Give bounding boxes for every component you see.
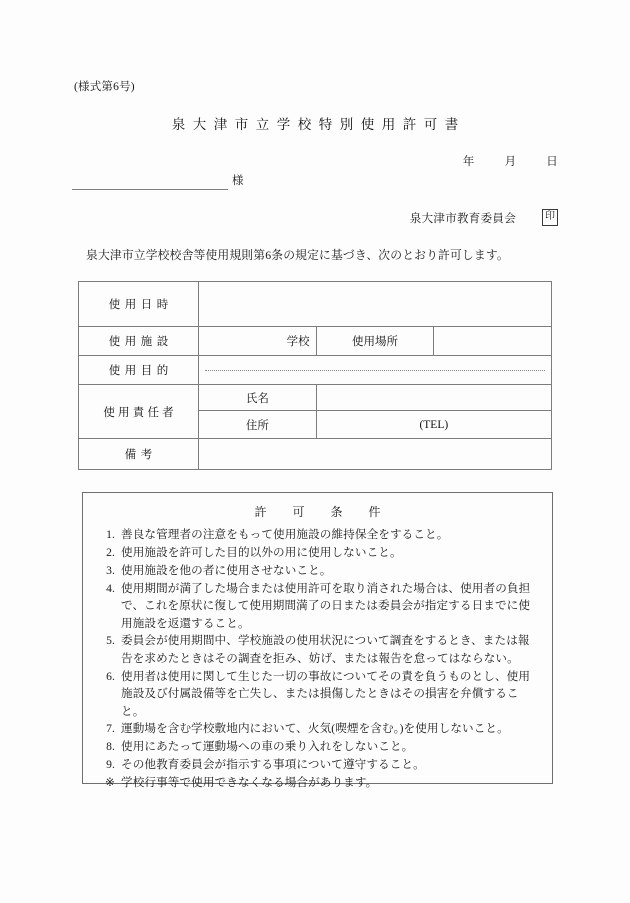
list-item (97, 756, 538, 773)
date-line (463, 153, 558, 169)
condition-text: 運動場を含む学校敷地内において、火気(喫煙を含む。)を使用しないこと。 (121, 722, 509, 736)
condition-number: 6. (106, 669, 115, 683)
condition-text: 使用者は使用に関して生じた一切の事故についてその責を負うものとし、使用施設及び付属設備等を亡失し、または損傷したときはその損害を弁償すること。 (121, 669, 531, 718)
label-responsible-address: 住所 (199, 411, 317, 439)
intro-paragraph: 泉大津市立学校校舎等使用規則第6条の規定に基づき、次のとおり許可します。 (86, 248, 509, 262)
list-item (97, 562, 538, 579)
label-remarks: 備考 (79, 439, 199, 470)
value-usage-datetime[interactable] (199, 282, 552, 327)
condition-text: 使用施設を許可した目的以外の用に使用しないこと。 (121, 545, 402, 559)
table-row-datetime (79, 282, 552, 327)
condition-text: 使用にあたって運動場への車の乗り入れをしないこと。 (121, 740, 414, 754)
label-usage-facility: 使用施設 (79, 327, 199, 356)
condition-text: 使用施設を他の者に使用させないこと。 (121, 563, 332, 577)
label-usage-purpose: 使用目的 (79, 356, 199, 385)
addressee-suffix: 様 (232, 175, 244, 187)
condition-number: 7. (106, 722, 115, 736)
issuer-name: 泉大津市教育委員会 (409, 212, 516, 225)
conditions-list (97, 526, 538, 792)
table-row-facility (79, 327, 552, 356)
label-usage-datetime: 使用日時 (79, 282, 199, 327)
table-row-responsible-name (79, 385, 552, 411)
permission-conditions-box (82, 492, 553, 790)
table-row-purpose (79, 356, 552, 385)
label-usage-place: 使用場所 (316, 327, 434, 356)
condition-text: 善良な管理者の注意をもって使用施設の維持保全をすること。 (121, 528, 449, 541)
date-month-label: 月 (504, 156, 517, 168)
condition-text: その他教育委員会が指示する事項について遵守すること。 (121, 758, 425, 772)
list-item (97, 632, 538, 667)
condition-number: 1. (106, 528, 115, 541)
condition-number: 5. (106, 634, 115, 648)
issuer-block (410, 209, 558, 226)
label-responsible-name: 氏名 (199, 385, 317, 411)
page-title: 泉大津市立学校特別使用許可書 (171, 117, 466, 132)
note-text: 学校行事等で使用できなくなる場合があります。 (121, 776, 378, 790)
value-responsible-address-tel[interactable]: (TEL) (316, 411, 551, 439)
form-number: (様式第6号) (74, 81, 135, 93)
condition-number: 4. (106, 581, 115, 595)
value-facility-school[interactable]: 学校 (199, 327, 317, 356)
condition-number: 9. (106, 758, 115, 772)
purpose-dotted-line (205, 369, 545, 371)
label-responsible-person: 使用責任者 (79, 385, 199, 439)
list-item (97, 526, 538, 543)
usage-details-table (78, 281, 552, 470)
list-item (97, 668, 538, 720)
note-marker: ※ (105, 776, 115, 790)
list-item (97, 544, 538, 561)
seal-stamp-box: 印 (542, 209, 558, 226)
addressee-rule (72, 189, 228, 190)
value-usage-place[interactable] (434, 327, 552, 356)
list-item-note (97, 774, 538, 791)
list-item (97, 738, 538, 755)
condition-text: 委員会が使用期間中、学校施設の使用状況について調査をするとき、または報告を求めたときはその調査を拒み、妨げ、または報告を怠ってはならない。 (121, 634, 530, 665)
condition-number: 8. (106, 740, 115, 754)
value-remarks[interactable] (199, 439, 552, 470)
condition-number: 2. (106, 545, 115, 559)
value-responsible-name[interactable] (316, 385, 551, 411)
list-item (97, 720, 538, 737)
conditions-title: 許可条件 (254, 505, 407, 519)
date-day-label: 日 (546, 156, 558, 168)
date-year-label: 年 (462, 156, 475, 168)
list-item (97, 580, 538, 632)
condition-text: 使用期間が満了した場合または使用許可を取り消された場合は、使用者の負担で、これを原状に復して使用期間満了の日または委員会が指定する日までに使用施設を返還すること。 (121, 581, 531, 630)
value-usage-purpose[interactable] (199, 356, 552, 385)
table-row-remarks (79, 439, 552, 470)
condition-number: 3. (106, 563, 115, 577)
